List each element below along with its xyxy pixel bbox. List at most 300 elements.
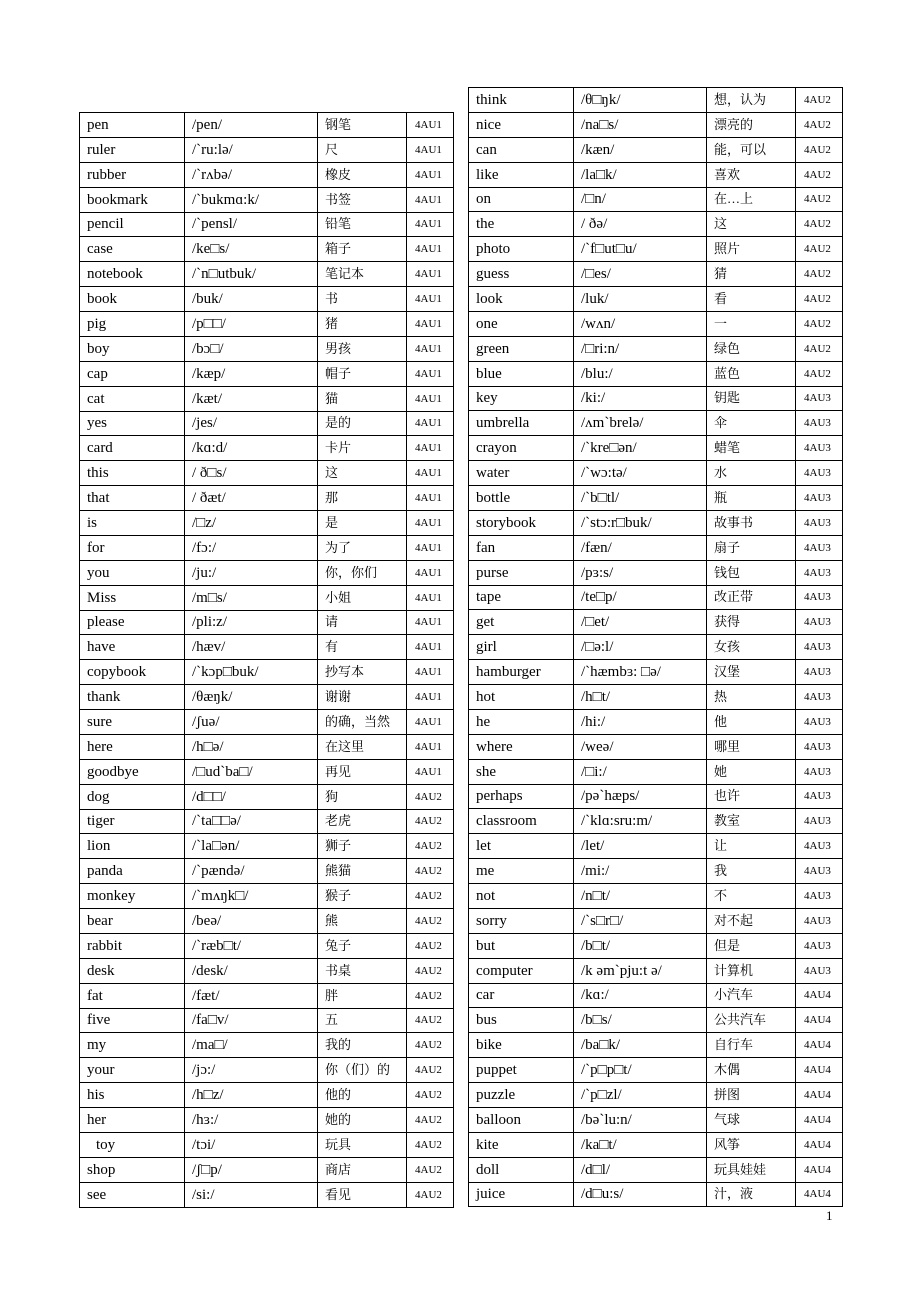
vocab-word: rubber bbox=[80, 162, 185, 187]
phonetic: /□ri:n/ bbox=[574, 336, 707, 361]
phonetic: /fæn/ bbox=[574, 535, 707, 560]
table-row bbox=[469, 709, 843, 734]
vocab-word: pencil bbox=[80, 212, 185, 237]
unit-code: 4AU4 bbox=[796, 1132, 843, 1157]
unit-code: 4AU2 bbox=[796, 162, 843, 187]
table-row bbox=[469, 1182, 843, 1207]
phonetic: /d□u:s/ bbox=[574, 1182, 707, 1207]
table-row bbox=[469, 859, 843, 884]
chinese-meaning: 这 bbox=[318, 461, 407, 486]
chinese-meaning: 狗 bbox=[318, 784, 407, 809]
vocab-word: his bbox=[80, 1083, 185, 1108]
chinese-meaning: 男孩 bbox=[318, 336, 407, 361]
phonetic: /ju:/ bbox=[185, 560, 318, 585]
vocab-word: get bbox=[469, 610, 574, 635]
phonetic: / ðæt/ bbox=[185, 486, 318, 511]
vocab-word: not bbox=[469, 884, 574, 909]
table-row bbox=[80, 834, 454, 859]
vocab-word: dog bbox=[80, 784, 185, 809]
phonetic: /ˋpensl/ bbox=[185, 212, 318, 237]
unit-code: 4AU1 bbox=[407, 436, 454, 461]
phonetic: /desk/ bbox=[185, 958, 318, 983]
vocab-word: see bbox=[80, 1182, 185, 1207]
phonetic: /θæŋk/ bbox=[185, 685, 318, 710]
vocab-word: five bbox=[80, 1008, 185, 1033]
unit-code: 4AU1 bbox=[407, 535, 454, 560]
vocab-word: Miss bbox=[80, 585, 185, 610]
unit-code: 4AU2 bbox=[796, 88, 843, 113]
unit-code: 4AU3 bbox=[796, 734, 843, 759]
unit-code: 4AU2 bbox=[407, 1033, 454, 1058]
chinese-meaning: 商店 bbox=[318, 1157, 407, 1182]
vocab-word: case bbox=[80, 237, 185, 262]
phonetic: /□udˋba□/ bbox=[185, 759, 318, 784]
table-row bbox=[469, 262, 843, 287]
chinese-meaning: 小汽车 bbox=[707, 983, 796, 1008]
unit-code: 4AU1 bbox=[407, 287, 454, 312]
table-row bbox=[469, 933, 843, 958]
vocab-word: bus bbox=[469, 1008, 574, 1033]
chinese-meaning: 狮子 bbox=[318, 834, 407, 859]
unit-code: 4AU3 bbox=[796, 759, 843, 784]
vocab-word: my bbox=[80, 1033, 185, 1058]
table-row bbox=[80, 610, 454, 635]
vocab-word: ruler bbox=[80, 137, 185, 162]
phonetic: /ˋru:lə/ bbox=[185, 137, 318, 162]
table-row bbox=[80, 1083, 454, 1108]
table-row bbox=[469, 908, 843, 933]
unit-code: 4AU1 bbox=[407, 411, 454, 436]
unit-code: 4AU4 bbox=[796, 1157, 843, 1182]
unit-code: 4AU1 bbox=[407, 212, 454, 237]
table-row bbox=[469, 287, 843, 312]
vocab-word: pig bbox=[80, 312, 185, 337]
phonetic: /ˋklɑ:sru:m/ bbox=[574, 809, 707, 834]
chinese-meaning: 箱子 bbox=[318, 237, 407, 262]
chinese-meaning: 伞 bbox=[707, 411, 796, 436]
phonetic: /ˋta□□ə/ bbox=[185, 809, 318, 834]
phonetic: /ˋmʌŋk□/ bbox=[185, 884, 318, 909]
unit-code: 4AU1 bbox=[407, 237, 454, 262]
chinese-meaning: 让 bbox=[707, 834, 796, 859]
vocab-word: desk bbox=[80, 958, 185, 983]
phonetic: /□ə:l/ bbox=[574, 635, 707, 660]
chinese-meaning: 故事书 bbox=[707, 510, 796, 535]
table-row bbox=[80, 535, 454, 560]
unit-code: 4AU2 bbox=[407, 784, 454, 809]
vocab-word: hamburger bbox=[469, 660, 574, 685]
vocab-word: key bbox=[469, 386, 574, 411]
table-row bbox=[80, 933, 454, 958]
unit-code: 4AU1 bbox=[407, 137, 454, 162]
chinese-meaning: 她 bbox=[707, 759, 796, 784]
vocab-word: yes bbox=[80, 411, 185, 436]
table-row bbox=[80, 1008, 454, 1033]
table-row bbox=[80, 685, 454, 710]
chinese-meaning: 拼图 bbox=[707, 1083, 796, 1108]
phonetic: /ˋp□zl/ bbox=[574, 1083, 707, 1108]
chinese-meaning: 书桌 bbox=[318, 958, 407, 983]
table-row bbox=[469, 685, 843, 710]
chinese-meaning: 瓶 bbox=[707, 486, 796, 511]
unit-code: 4AU3 bbox=[796, 933, 843, 958]
chinese-meaning: 你（们）的 bbox=[318, 1058, 407, 1083]
chinese-meaning: 在…上 bbox=[707, 187, 796, 212]
table-row bbox=[80, 436, 454, 461]
table-row bbox=[469, 212, 843, 237]
phonetic: /pli:z/ bbox=[185, 610, 318, 635]
unit-code: 4AU3 bbox=[796, 585, 843, 610]
chinese-meaning: 谢谢 bbox=[318, 685, 407, 710]
unit-code: 4AU3 bbox=[796, 535, 843, 560]
vocab-table-left bbox=[79, 112, 454, 1208]
phonetic: /mi:/ bbox=[574, 859, 707, 884]
phonetic: /ke□s/ bbox=[185, 237, 318, 262]
phonetic: /b□s/ bbox=[574, 1008, 707, 1033]
unit-code: 4AU1 bbox=[407, 361, 454, 386]
phonetic: /weə/ bbox=[574, 734, 707, 759]
phonetic: /ˋpændə/ bbox=[185, 859, 318, 884]
phonetic: /kæt/ bbox=[185, 386, 318, 411]
table-row bbox=[80, 635, 454, 660]
chinese-meaning: 有 bbox=[318, 635, 407, 660]
table-row bbox=[469, 1058, 843, 1083]
table-row bbox=[469, 585, 843, 610]
vocab-table-right-body bbox=[469, 88, 843, 1207]
chinese-meaning: 猴子 bbox=[318, 884, 407, 909]
chinese-meaning: 看见 bbox=[318, 1182, 407, 1207]
phonetic: /ˋkɔp□buk/ bbox=[185, 660, 318, 685]
phonetic: /hæv/ bbox=[185, 635, 318, 660]
phonetic: /ˋwɔ:tə/ bbox=[574, 461, 707, 486]
chinese-meaning: 书签 bbox=[318, 187, 407, 212]
unit-code: 4AU1 bbox=[407, 759, 454, 784]
chinese-meaning: 对不起 bbox=[707, 908, 796, 933]
unit-code: 4AU2 bbox=[407, 983, 454, 1008]
table-row bbox=[80, 660, 454, 685]
chinese-meaning: 帽子 bbox=[318, 361, 407, 386]
unit-code: 4AU3 bbox=[796, 784, 843, 809]
vocab-word: book bbox=[80, 287, 185, 312]
chinese-meaning: 笔记本 bbox=[318, 262, 407, 287]
table-row bbox=[469, 88, 843, 113]
phonetic: /ˋb□tl/ bbox=[574, 486, 707, 511]
chinese-meaning: 老虎 bbox=[318, 809, 407, 834]
phonetic: /beə/ bbox=[185, 909, 318, 934]
chinese-meaning: 那 bbox=[318, 486, 407, 511]
table-row bbox=[469, 510, 843, 535]
vocab-word: you bbox=[80, 560, 185, 585]
vocab-word: one bbox=[469, 311, 574, 336]
table-row bbox=[80, 336, 454, 361]
unit-code: 4AU1 bbox=[407, 710, 454, 735]
chinese-meaning: 玩具娃娃 bbox=[707, 1157, 796, 1182]
table-row bbox=[469, 983, 843, 1008]
unit-code: 4AU4 bbox=[796, 1107, 843, 1132]
vocab-word: bookmark bbox=[80, 187, 185, 212]
chinese-meaning: 蜡笔 bbox=[707, 436, 796, 461]
vocab-word: have bbox=[80, 635, 185, 660]
chinese-meaning: 玩具 bbox=[318, 1132, 407, 1157]
phonetic: /d□□/ bbox=[185, 784, 318, 809]
chinese-meaning: 钥匙 bbox=[707, 386, 796, 411]
vocab-word: card bbox=[80, 436, 185, 461]
phonetic: /ˋrʌbə/ bbox=[185, 162, 318, 187]
table-row bbox=[469, 610, 843, 635]
table-row bbox=[80, 909, 454, 934]
phonetic: /ʃ□p/ bbox=[185, 1157, 318, 1182]
vocab-word: crayon bbox=[469, 436, 574, 461]
chinese-meaning: 哪里 bbox=[707, 734, 796, 759]
phonetic: /h□z/ bbox=[185, 1083, 318, 1108]
unit-code: 4AU3 bbox=[796, 859, 843, 884]
vocab-word: computer bbox=[469, 958, 574, 983]
unit-code: 4AU2 bbox=[407, 933, 454, 958]
unit-code: 4AU2 bbox=[407, 1157, 454, 1182]
phonetic: /bəˋlu:n/ bbox=[574, 1107, 707, 1132]
unit-code: 4AU3 bbox=[796, 560, 843, 585]
table-row bbox=[469, 1083, 843, 1108]
unit-code: 4AU4 bbox=[796, 1008, 843, 1033]
table-row bbox=[80, 137, 454, 162]
phonetic: /jɔ:/ bbox=[185, 1058, 318, 1083]
phonetic: /ˋbukmɑ:k/ bbox=[185, 187, 318, 212]
chinese-meaning: 改正带 bbox=[707, 585, 796, 610]
chinese-meaning: 女孩 bbox=[707, 635, 796, 660]
unit-code: 4AU3 bbox=[796, 510, 843, 535]
vocab-word: goodbye bbox=[80, 759, 185, 784]
chinese-meaning: 木偶 bbox=[707, 1058, 796, 1083]
table-row bbox=[80, 411, 454, 436]
vocab-word: where bbox=[469, 734, 574, 759]
unit-code: 4AU4 bbox=[796, 1058, 843, 1083]
phonetic: /na□s/ bbox=[574, 112, 707, 137]
chinese-meaning: 钢笔 bbox=[318, 113, 407, 138]
table-row bbox=[80, 287, 454, 312]
table-row bbox=[80, 312, 454, 337]
vocab-word: but bbox=[469, 933, 574, 958]
unit-code: 4AU3 bbox=[796, 908, 843, 933]
vocab-word: think bbox=[469, 88, 574, 113]
unit-code: 4AU2 bbox=[407, 909, 454, 934]
phonetic: /ma□/ bbox=[185, 1033, 318, 1058]
chinese-meaning: 兔子 bbox=[318, 933, 407, 958]
vocab-word: sure bbox=[80, 710, 185, 735]
phonetic: /□et/ bbox=[574, 610, 707, 635]
vocab-word: rabbit bbox=[80, 933, 185, 958]
vocab-word: notebook bbox=[80, 262, 185, 287]
unit-code: 4AU1 bbox=[407, 734, 454, 759]
chinese-meaning: 计算机 bbox=[707, 958, 796, 983]
phonetic: /bɔ□/ bbox=[185, 336, 318, 361]
vocab-word: thank bbox=[80, 685, 185, 710]
phonetic: /jes/ bbox=[185, 411, 318, 436]
vocab-word: umbrella bbox=[469, 411, 574, 436]
table-row bbox=[469, 187, 843, 212]
chinese-meaning: 扇子 bbox=[707, 535, 796, 560]
table-row bbox=[469, 386, 843, 411]
phonetic: /□z/ bbox=[185, 511, 318, 536]
unit-code: 4AU3 bbox=[796, 635, 843, 660]
unit-code: 4AU1 bbox=[407, 560, 454, 585]
unit-code: 4AU3 bbox=[796, 660, 843, 685]
unit-code: 4AU1 bbox=[407, 511, 454, 536]
chinese-meaning: 风筝 bbox=[707, 1132, 796, 1157]
vocab-word: he bbox=[469, 709, 574, 734]
table-row bbox=[80, 983, 454, 1008]
vocab-word: for bbox=[80, 535, 185, 560]
chinese-meaning: 在这里 bbox=[318, 734, 407, 759]
chinese-meaning: 尺 bbox=[318, 137, 407, 162]
unit-code: 4AU4 bbox=[796, 1083, 843, 1108]
unit-code: 4AU1 bbox=[407, 486, 454, 511]
chinese-meaning: 书 bbox=[318, 287, 407, 312]
vocab-word: me bbox=[469, 859, 574, 884]
unit-code: 4AU2 bbox=[407, 859, 454, 884]
phonetic: /n□t/ bbox=[574, 884, 707, 909]
table-row bbox=[469, 436, 843, 461]
unit-code: 4AU2 bbox=[796, 311, 843, 336]
vocab-word: she bbox=[469, 759, 574, 784]
vocab-word: like bbox=[469, 162, 574, 187]
vocab-word: let bbox=[469, 834, 574, 859]
vocab-word: green bbox=[469, 336, 574, 361]
chinese-meaning: 照片 bbox=[707, 237, 796, 262]
chinese-meaning: 不 bbox=[707, 884, 796, 909]
unit-code: 4AU1 bbox=[407, 162, 454, 187]
table-row bbox=[469, 1033, 843, 1058]
chinese-meaning: 获得 bbox=[707, 610, 796, 635]
unit-code: 4AU2 bbox=[796, 237, 843, 262]
table-row bbox=[469, 809, 843, 834]
chinese-meaning: 但是 bbox=[707, 933, 796, 958]
table-row bbox=[80, 759, 454, 784]
vocab-word: copybook bbox=[80, 660, 185, 685]
unit-code: 4AU1 bbox=[407, 113, 454, 138]
phonetic: / ð□s/ bbox=[185, 461, 318, 486]
table-row bbox=[80, 1108, 454, 1133]
chinese-meaning: 漂亮的 bbox=[707, 112, 796, 137]
vocab-word: fat bbox=[80, 983, 185, 1008]
table-row bbox=[469, 734, 843, 759]
unit-code: 4AU1 bbox=[407, 187, 454, 212]
phonetic: /d□l/ bbox=[574, 1157, 707, 1182]
phonetic: /p□□/ bbox=[185, 312, 318, 337]
vocab-word: can bbox=[469, 137, 574, 162]
table-row bbox=[80, 386, 454, 411]
table-row bbox=[469, 660, 843, 685]
vocab-word: purse bbox=[469, 560, 574, 585]
phonetic: /fa□v/ bbox=[185, 1008, 318, 1033]
vocab-word: boy bbox=[80, 336, 185, 361]
table-row bbox=[80, 461, 454, 486]
unit-code: 4AU3 bbox=[796, 486, 843, 511]
vocab-word: cat bbox=[80, 386, 185, 411]
vocab-word: guess bbox=[469, 262, 574, 287]
vocab-word: panda bbox=[80, 859, 185, 884]
chinese-meaning: 五 bbox=[318, 1008, 407, 1033]
vocab-table-right bbox=[468, 87, 843, 1207]
unit-code: 4AU3 bbox=[796, 411, 843, 436]
unit-code: 4AU2 bbox=[407, 1182, 454, 1207]
vocab-word: water bbox=[469, 461, 574, 486]
chinese-meaning: 自行车 bbox=[707, 1033, 796, 1058]
table-row bbox=[80, 511, 454, 536]
chinese-meaning: 猫 bbox=[318, 386, 407, 411]
chinese-meaning: 看 bbox=[707, 287, 796, 312]
unit-code: 4AU1 bbox=[407, 610, 454, 635]
unit-code: 4AU2 bbox=[796, 187, 843, 212]
table-row bbox=[469, 336, 843, 361]
chinese-meaning: 卡片 bbox=[318, 436, 407, 461]
unit-code: 4AU1 bbox=[407, 635, 454, 660]
vocab-word: photo bbox=[469, 237, 574, 262]
unit-code: 4AU1 bbox=[407, 312, 454, 337]
vocab-word: bear bbox=[80, 909, 185, 934]
chinese-meaning: 你，你们 bbox=[318, 560, 407, 585]
unit-code: 4AU3 bbox=[796, 958, 843, 983]
chinese-meaning: 小姐 bbox=[318, 585, 407, 610]
table-row bbox=[80, 113, 454, 138]
vocab-word: puppet bbox=[469, 1058, 574, 1083]
phonetic: /pəˋhæps/ bbox=[574, 784, 707, 809]
table-row bbox=[469, 635, 843, 660]
chinese-meaning: 的确，当然 bbox=[318, 710, 407, 735]
phonetic: /hɜ:/ bbox=[185, 1108, 318, 1133]
chinese-meaning: 喜欢 bbox=[707, 162, 796, 187]
unit-code: 4AU2 bbox=[407, 884, 454, 909]
phonetic: /luk/ bbox=[574, 287, 707, 312]
table-row bbox=[80, 212, 454, 237]
unit-code: 4AU2 bbox=[407, 958, 454, 983]
table-row bbox=[469, 137, 843, 162]
phonetic: /si:/ bbox=[185, 1182, 318, 1207]
vocab-word: nice bbox=[469, 112, 574, 137]
table-row bbox=[80, 958, 454, 983]
unit-code: 4AU1 bbox=[407, 660, 454, 685]
phonetic: /ˋkre□ən/ bbox=[574, 436, 707, 461]
vocab-word: tape bbox=[469, 585, 574, 610]
unit-code: 4AU2 bbox=[796, 262, 843, 287]
unit-code: 4AU3 bbox=[796, 884, 843, 909]
vocab-word: cap bbox=[80, 361, 185, 386]
unit-code: 4AU2 bbox=[796, 336, 843, 361]
chinese-meaning: 他的 bbox=[318, 1083, 407, 1108]
phonetic: /k əmˋpju:t ə/ bbox=[574, 958, 707, 983]
unit-code: 4AU2 bbox=[407, 809, 454, 834]
phonetic: /ʃuə/ bbox=[185, 710, 318, 735]
chinese-meaning: 再见 bbox=[318, 759, 407, 784]
phonetic: /m□s/ bbox=[185, 585, 318, 610]
table-row bbox=[469, 535, 843, 560]
phonetic: /let/ bbox=[574, 834, 707, 859]
phonetic: /kɑ:/ bbox=[574, 983, 707, 1008]
table-row bbox=[80, 1033, 454, 1058]
vocab-word: girl bbox=[469, 635, 574, 660]
vocab-word: bike bbox=[469, 1033, 574, 1058]
chinese-meaning: 也许 bbox=[707, 784, 796, 809]
chinese-meaning: 是 bbox=[318, 511, 407, 536]
table-row bbox=[80, 710, 454, 735]
vocab-word: juice bbox=[469, 1182, 574, 1207]
unit-code: 4AU2 bbox=[796, 137, 843, 162]
phonetic: /θ□ŋk/ bbox=[574, 88, 707, 113]
chinese-meaning: 胖 bbox=[318, 983, 407, 1008]
table-row bbox=[469, 311, 843, 336]
table-row bbox=[80, 361, 454, 386]
vocab-word: please bbox=[80, 610, 185, 635]
unit-code: 4AU3 bbox=[796, 809, 843, 834]
